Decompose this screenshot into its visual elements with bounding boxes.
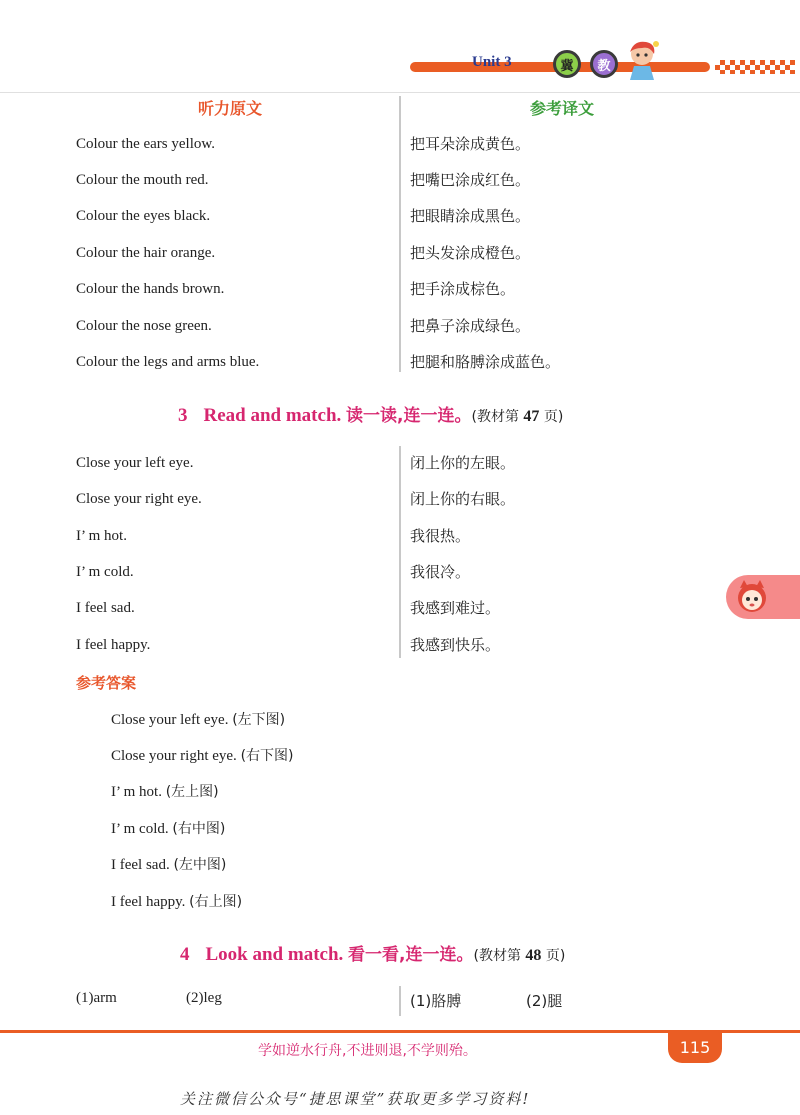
- read-match-translation: 我感到难过。: [410, 599, 501, 617]
- listening-line: Colour the mouth red.: [76, 172, 209, 188]
- listening-line: Colour the nose green.: [76, 318, 212, 334]
- read-match-line: I’ m cold.: [76, 564, 134, 580]
- look-match-item: (1)arm: [76, 990, 117, 1006]
- translation-line: 把鼻子涂成绿色。: [410, 317, 531, 335]
- answer-position: (左上图): [165, 784, 219, 800]
- look-match-translation: (1)胳膊: [410, 992, 462, 1010]
- answer-line: [111, 891, 242, 911]
- answer-line: [111, 854, 226, 874]
- listening-line: Colour the legs and arms blue.: [76, 354, 260, 370]
- listening-line: Colour the hair orange.: [76, 245, 216, 261]
- listening-line: Colour the hands brown.: [76, 281, 225, 297]
- translation-heading: 参考译文: [530, 99, 595, 118]
- note-prefix: (教材第: [473, 948, 521, 964]
- translation-line: 把手涂成棕色。: [410, 280, 516, 298]
- listening-text-heading: 听力原文: [198, 99, 263, 118]
- answer-line: [111, 781, 219, 801]
- header-underline: [0, 92, 800, 93]
- textbook-page: 47: [523, 408, 540, 425]
- translation-line: 把腿和胳膊涂成蓝色。: [410, 353, 561, 371]
- look-match-translation: (2)腿: [526, 992, 563, 1010]
- badge-ji: 冀: [553, 50, 581, 78]
- read-match-translation: 闭上你的左眼。: [410, 454, 516, 472]
- watermark-text: 关注微信公众号“捷思课堂”获取更多学习资料!: [180, 1090, 531, 1108]
- answer-en: I’ m cold.: [111, 821, 169, 837]
- textbook-note: [471, 409, 563, 425]
- answer-en: I feel happy.: [111, 894, 186, 910]
- translation-line: 把嘴巴涂成红色。: [410, 171, 531, 189]
- footer-motto: 学如逆水行舟,不进则退,不学则殆。: [258, 1043, 477, 1059]
- section-title-en: Look and match.: [205, 944, 344, 965]
- column-divider: [399, 446, 401, 658]
- note-prefix: (教材第: [471, 409, 519, 425]
- section-title-cn: 看一看,连一连。: [348, 945, 474, 965]
- answer-position: (右上图): [189, 894, 243, 910]
- read-match-line: I feel sad.: [76, 600, 135, 616]
- section-3-title: [178, 401, 563, 427]
- answer-en: Close your left eye.: [111, 712, 229, 728]
- section-title-cn: 读一读,连一连。: [346, 406, 472, 426]
- answer-en: I’ m hot.: [111, 784, 162, 800]
- answer-position: (左下图): [232, 712, 286, 728]
- answer-en: I feel sad.: [111, 857, 170, 873]
- answer-en: Close your right eye.: [111, 748, 237, 764]
- note-suffix: 页): [543, 409, 564, 425]
- read-match-translation: 我很热。: [410, 527, 471, 545]
- section-number: 4: [180, 944, 190, 965]
- note-suffix: 页): [545, 948, 566, 964]
- cartoon-face-icon: [736, 580, 768, 614]
- answer-line: [111, 745, 294, 765]
- column-divider: [399, 986, 401, 1016]
- answer-position: (右中图): [172, 821, 226, 837]
- section-number: 3: [178, 405, 188, 426]
- read-match-translation: 闭上你的右眼。: [410, 490, 516, 508]
- read-match-line: I feel happy.: [76, 637, 151, 653]
- answer-position: (左中图): [173, 857, 227, 873]
- reference-answer-heading: 参考答案: [76, 674, 137, 692]
- read-match-line: Close your left eye.: [76, 455, 194, 471]
- answer-line: [111, 709, 285, 729]
- column-divider: [399, 96, 401, 372]
- translation-line: 把眼睛涂成黑色。: [410, 207, 531, 225]
- answer-line: [111, 818, 225, 838]
- read-match-translation: 我感到快乐。: [410, 636, 501, 654]
- read-match-line: Close your right eye.: [76, 491, 202, 507]
- unit-label: Unit 3: [472, 54, 512, 70]
- section-4-title: [180, 940, 565, 966]
- read-match-line: I’ m hot.: [76, 528, 127, 544]
- textbook-page: 48: [525, 947, 542, 964]
- header-checker-pattern: [715, 60, 795, 74]
- mascot-girl-icon: [620, 38, 666, 82]
- translation-line: 把耳朵涂成黄色。: [410, 135, 531, 153]
- answer-position: (右下图): [240, 748, 294, 764]
- listening-line: Colour the eyes black.: [76, 208, 211, 224]
- translation-line: 把头发涂成橙色。: [410, 244, 531, 262]
- look-match-item: (2)leg: [186, 990, 222, 1006]
- textbook-note: [474, 948, 566, 964]
- listening-line: Colour the ears yellow.: [76, 136, 215, 152]
- read-match-translation: 我很冷。: [410, 563, 471, 581]
- section-title-en: Read and match.: [203, 405, 342, 426]
- badge-jiao: 教: [590, 50, 618, 78]
- page-number: 115: [668, 1033, 722, 1063]
